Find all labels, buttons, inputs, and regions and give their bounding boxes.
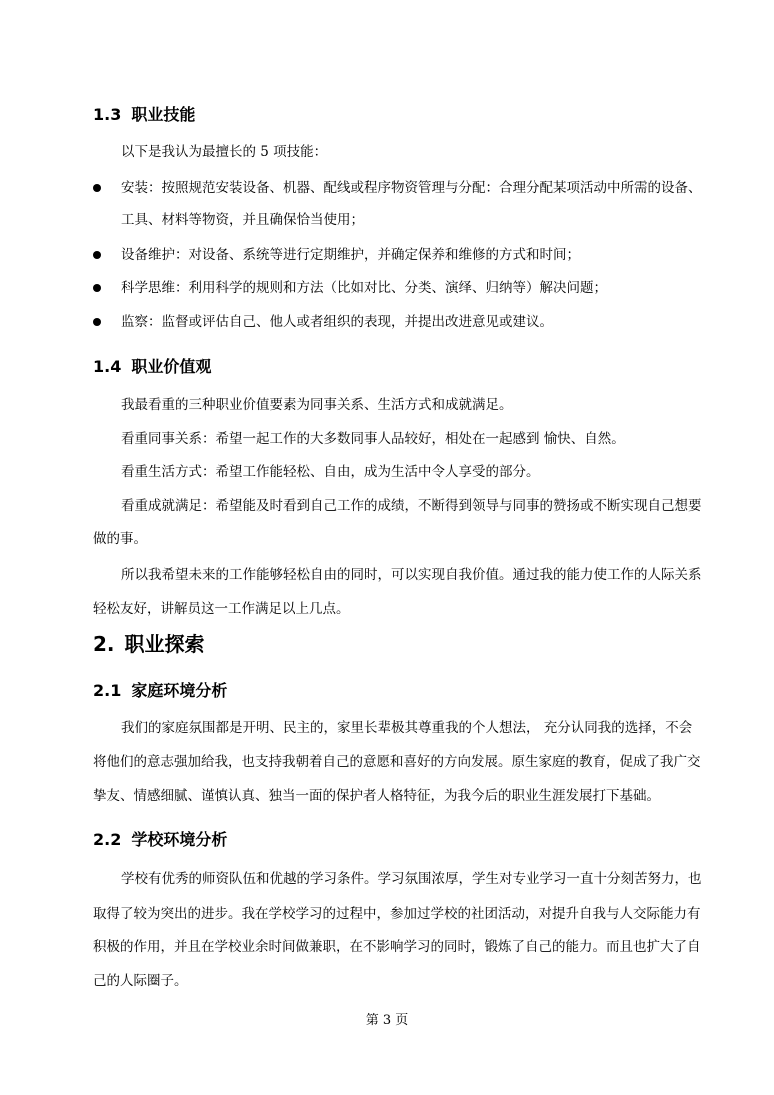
section-heading-2-2 xyxy=(93,829,227,851)
section-title: 学校环境分析 xyxy=(131,830,228,849)
section-heading-2-1 xyxy=(93,680,227,702)
bullet-text-line: 科学思维：利用科学的规则和方法（比如对比、分类、演绎、归纳等）解决问题； xyxy=(121,280,607,296)
section-title: 职业探索 xyxy=(124,632,205,656)
paragraph-line: 我最看重的三种职业价值要素为同事关系、生活方式和成就满足。 xyxy=(121,397,513,413)
section-number: 2. xyxy=(93,632,115,656)
section-number: 2.1 xyxy=(93,681,122,700)
section-heading-1-4 xyxy=(93,356,211,378)
paragraph-line: 看重成就满足：希望能及时看到自己工作的成绩，不断得到领导与同事的赞扬或不断实现自己想要 xyxy=(121,498,702,514)
paragraph-line: 我们的家庭氛围都是开明、民主的，家里长辈极其尊重我的个人想法， 充分认同我的选择，不会 xyxy=(121,720,693,736)
bullet-text-line: 监察：监督或评估自己、他人或者组织的表现，并提出改进意见或建议。 xyxy=(121,314,553,330)
paragraph-line: 己的人际圈子。 xyxy=(93,973,188,989)
section-title: 职业价值观 xyxy=(131,357,212,376)
paragraph-line: 做的事。 xyxy=(93,531,147,547)
bullet-text-line: 工具、材料等物资，并且确保恰当使用； xyxy=(121,212,364,228)
bullet-dot xyxy=(93,284,101,292)
bullet-dot xyxy=(93,318,101,326)
bullet-text-line: 设备维护：对设备、系统等进行定期维护，并确定保养和维修的方式和时间； xyxy=(121,247,580,263)
section-number: 2.2 xyxy=(93,830,122,849)
paragraph-line: 取得了较为突出的进步。我在学校学习的过程中，参加过学校的社团活动，对提升自我与人交际能力有 xyxy=(93,906,701,922)
paragraph-line: 轻松友好，讲解员这一工作满足以上几点。 xyxy=(93,601,350,617)
chapter-heading-2 xyxy=(93,631,205,657)
section-heading-1-3 xyxy=(93,104,195,126)
paragraph-line: 学校有优秀的师资队伍和优越的学习条件。学习氛围浓厚，学生对专业学习一直十分刻苦努力，也 xyxy=(121,871,702,887)
paragraph-line: 挚友、情感细腻、谨慎认真、独当一面的保护者人格特征，为我今后的职业生涯发展打下基础。 xyxy=(93,788,660,804)
section-number: 1.4 xyxy=(93,357,122,376)
paragraph-line: 看重生活方式：希望工作能轻松、自由，成为生活中令人享受的部分。 xyxy=(121,464,540,480)
section-title: 职业技能 xyxy=(131,105,196,124)
paragraph-line: 看重同事关系：希望一起工作的大多数同事人品较好，相处在一起感到 愉快、自然。 xyxy=(121,431,625,447)
section-title: 家庭环境分析 xyxy=(131,681,228,700)
section-number: 1.3 xyxy=(93,105,122,124)
paragraph-line: 所以我希望未来的工作能够轻松自由的同时，可以实现自我价值。通过我的能力使工作的人际关系 xyxy=(121,567,702,583)
bullet-dot xyxy=(93,251,101,259)
paragraph-line: 以下是我认为最擅长的 5 项技能： xyxy=(121,144,328,160)
paragraph-line: 积极的作用，并且在学校业余时间做兼职，在不影响学习的同时，锻炼了自己的能力。而且也扩大了自 xyxy=(93,939,701,955)
bullet-dot xyxy=(93,184,101,192)
page-number: 第 3 页 xyxy=(365,1013,409,1028)
paragraph-line: 将他们的意志强加给我，也支持我朝着自己的意愿和喜好的方向发展。原生家庭的教育，促成了我广交 xyxy=(93,754,701,770)
bullet-text-line: 安装：按照规范安装设备、机器、配线或程序物资管理与分配：合理分配某项活动中所需的设备、 xyxy=(121,180,702,196)
